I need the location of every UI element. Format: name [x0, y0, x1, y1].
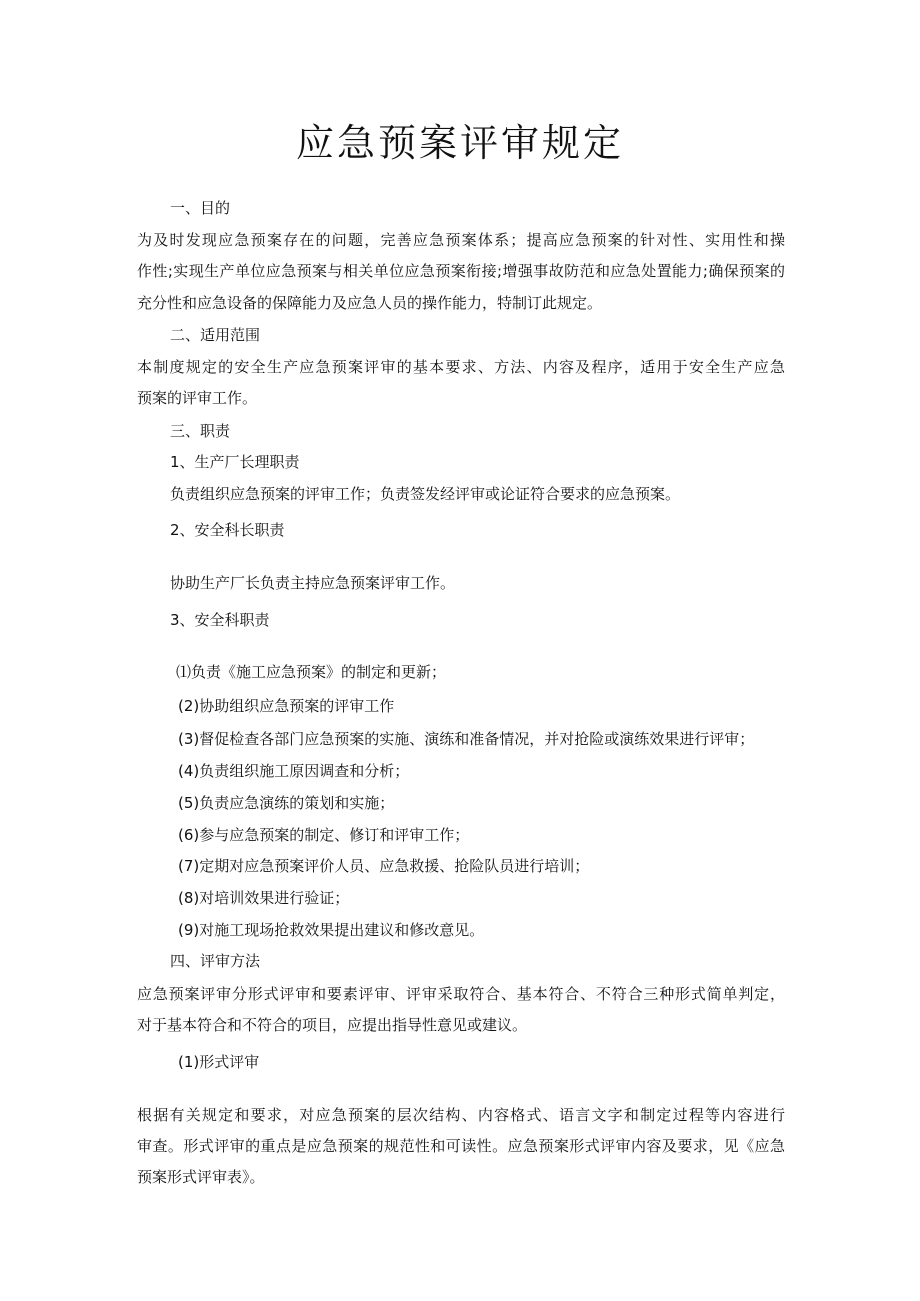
- paragraph-line: 应急预案评审分形式评审和要素评审、评审采取符合、基本符合、不符合三种形式简单判定，: [137, 985, 785, 1003]
- list-item: (2)协助组织应急预案的评审工作: [178, 697, 395, 715]
- paragraph-line: 对于基本符合和不符合的项目，应提出指导性意见或建议。: [137, 1016, 528, 1034]
- subsection-heading: (1)形式评审: [178, 1053, 260, 1071]
- section-heading-purpose: 一、目的: [170, 199, 231, 217]
- paragraph-line: 为及时发现应急预案存在的问题，完善应急预案体系；提高应急预案的针对性、实用性和操: [137, 231, 785, 249]
- list-item: (4)负责组织施工原因调查和分析；: [178, 762, 410, 780]
- paragraph-line: 预案的评审工作。: [137, 389, 258, 407]
- list-item: (7)定期对应急预案评价人员、应急救援、抢险队员进行培训；: [178, 857, 590, 875]
- subsection-heading: 3、安全科职责: [170, 611, 270, 629]
- subsection-heading: 2、安全科长职责: [170, 521, 285, 539]
- paragraph-line: 负责组织应急预案的评审工作；负责签发经评审或论证符合要求的应急预案。: [170, 485, 681, 503]
- list-item: (3)督促检查各部门应急预案的实施、演练和准备情况，并对抢险或演练效果进行评审；: [178, 730, 755, 748]
- paragraph-line: 作性;实现生产单位应急预案与相关单位应急预案衔接;增强事故防范和应急处置能力;确保预案的: [137, 262, 785, 280]
- paragraph-line: 协助生产厂长负责主持应急预案评审工作。: [170, 574, 456, 592]
- list-item: (6)参与应急预案的制定、修订和评审工作；: [178, 826, 470, 844]
- subsection-heading: 1、生产厂长理职责: [170, 453, 300, 471]
- list-item: (9)对施工现场抢救效果提出建议和修改意见。: [178, 921, 485, 939]
- paragraph-line: 本制度规定的安全生产应急预案评审的基本要求、方法、内容及程序，适用于安全生产应急: [137, 358, 785, 376]
- section-heading-methods: 四、评审方法: [170, 952, 261, 970]
- paragraph-line: 预案形式评审表》。: [137, 1168, 265, 1186]
- list-item: ⑴负责《施工应急预案》的制定和更新；: [176, 663, 447, 681]
- document-title: 应急预案评审规定: [295, 121, 624, 165]
- paragraph-line: 充分性和应急设备的保障能力及应急人员的操作能力，特制订此规定。: [137, 294, 603, 312]
- paragraph-line: 根据有关规定和要求，对应急预案的层次结构、内容格式、语言文字和制定过程等内容进行: [137, 1106, 785, 1124]
- list-item: (5)负责应急演练的策划和实施；: [178, 794, 395, 812]
- paragraph-line: 审查。形式评审的重点是应急预案的规范性和可读性。应急预案形式评审内容及要求，见《应急: [137, 1137, 785, 1155]
- list-item: (8)对培训效果进行验证；: [178, 889, 350, 907]
- section-heading-duties: 三、职责: [170, 422, 231, 440]
- section-heading-scope: 二、适用范围: [170, 326, 261, 344]
